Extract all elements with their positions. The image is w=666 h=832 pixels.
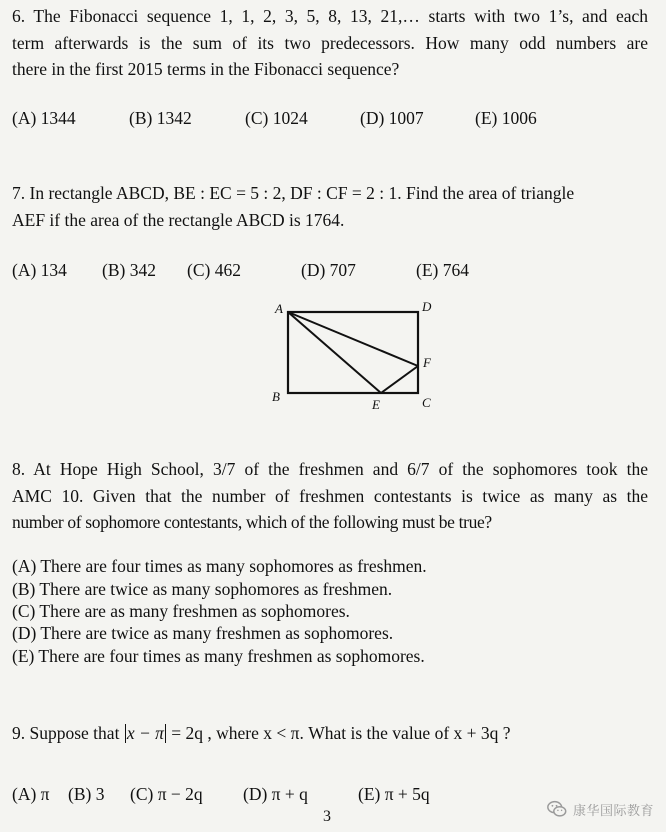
- q8-option-d: (D) There are twice as many freshmen as sophomores.: [12, 623, 394, 643]
- q6-option-a: (A) 1344: [12, 108, 76, 128]
- q7-option-d: (D) 707: [301, 260, 356, 280]
- abs-bar-left: [125, 724, 126, 743]
- q8-line-1: 8. At Hope High School, 3/7 of the freshmen and 6/7 of the sophomores took the: [12, 459, 648, 479]
- q8-option-a: (A) There are four times as many sophomores as freshmen.: [12, 556, 427, 576]
- q9-option-b: (B) 3: [68, 784, 105, 804]
- label-a: A: [275, 301, 283, 316]
- q7-option-a: (A) 134: [12, 260, 67, 280]
- q8-line-3: number of sophomore contestants, which of the following must be true?: [12, 512, 492, 532]
- q9-option-c: (C) π − 2q: [130, 784, 203, 804]
- q9-stem: [12, 724, 511, 743]
- q9-option-d: (D) π + q: [243, 784, 308, 804]
- label-d: D: [422, 299, 432, 314]
- q8-option-b: (B) There are twice as many sophomores as freshmen.: [12, 579, 393, 599]
- q7-option-c: (C) 462: [187, 260, 241, 280]
- wechat-icon: [546, 798, 568, 820]
- watermark-text: 康华国际教育: [573, 803, 655, 819]
- q9-option-e: (E) π + 5q: [358, 784, 430, 804]
- q6-line-2: term afterwards is the sum of its two predecessors. How many odd numbers are: [12, 33, 648, 53]
- q8-option-c: (C) There are as many freshmen as sophomores.: [12, 601, 350, 621]
- label-f: F: [423, 355, 431, 370]
- q9-abs-expression: x − π: [126, 723, 164, 743]
- q6-option-e: (E) 1006: [475, 108, 537, 128]
- q6-option-b: (B) 1342: [129, 108, 192, 128]
- q7-line-2: AEF if the area of the rectangle ABCD is 1764.: [12, 210, 345, 230]
- q8-option-e: (E) There are four times as many freshmen as sophomores.: [12, 646, 425, 666]
- q9-suffix: = 2q , where x < π. What is the value of x + 3q ?: [166, 723, 511, 743]
- label-e: E: [372, 397, 380, 412]
- q7-line-1: 7. In rectangle ABCD, BE : EC = 5 : 2, DF : CF = 2 : 1. Find the area of triangle: [12, 183, 575, 203]
- q9-option-a: (A) π: [12, 784, 50, 804]
- q6-option-d: (D) 1007: [360, 108, 424, 128]
- page-number: 3: [323, 808, 331, 825]
- label-b: B: [272, 389, 280, 404]
- q8-line-2: AMC 10. Given that the number of freshmen contestants is twice as many as the: [12, 486, 648, 506]
- q9-prefix: 9. Suppose that: [12, 723, 124, 743]
- segment-ef: [381, 366, 418, 393]
- abs-bar-right: [165, 724, 166, 743]
- watermark: [546, 796, 658, 822]
- segment-ae: [288, 312, 381, 393]
- q7-option-e: (E) 764: [416, 260, 469, 280]
- segment-af: [288, 312, 418, 366]
- label-c: C: [422, 395, 431, 410]
- q6-line-1: 6. The Fibonacci sequence 1, 1, 2, 3, 5, 8, 13, 21,… starts with two 1’s, and each: [12, 6, 648, 26]
- q6-option-c: (C) 1024: [245, 108, 308, 128]
- q7-option-b: (B) 342: [102, 260, 156, 280]
- q6-line-3: there in the first 2015 terms in the Fibonacci sequence?: [12, 59, 400, 79]
- rectangle-abcd-diagram: [262, 297, 442, 415]
